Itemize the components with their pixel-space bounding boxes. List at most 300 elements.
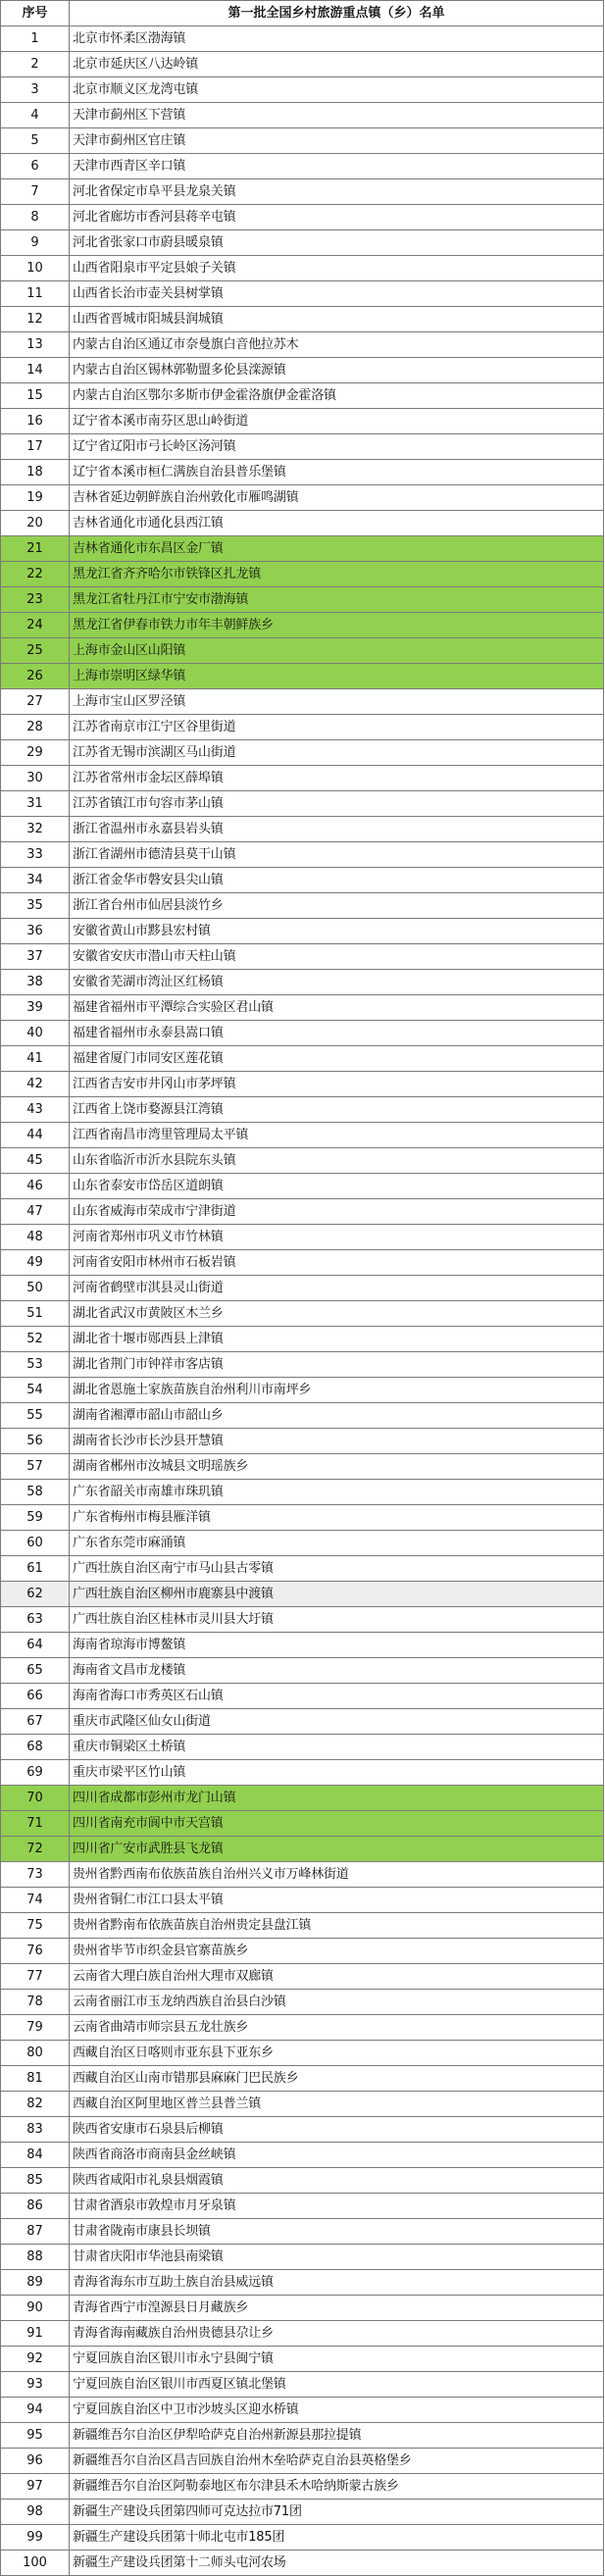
- town-name-cell: 重庆市铜梁区土桥镇: [70, 1735, 604, 1760]
- town-name-cell: 新疆维吾尔自治区昌吉回族自治州木垒哈萨克自治县英格堡乡: [70, 2449, 604, 2474]
- town-name-cell: 河南省郑州市巩义市竹林镇: [70, 1225, 604, 1250]
- row-index-cell: 41: [1, 1046, 70, 1072]
- table-row: [1, 587, 604, 613]
- town-name-cell: 新疆生产建设兵团第十二师头屯河农场: [70, 2551, 604, 2576]
- table-row: [1, 1964, 604, 1990]
- row-index-cell: 79: [1, 2015, 70, 2041]
- table-row: [1, 970, 604, 995]
- town-name-cell: 山东省临沂市沂水县院东头镇: [70, 1148, 604, 1174]
- row-index-cell: 30: [1, 766, 70, 791]
- town-name-cell: 北京市怀柔区渤海镇: [70, 26, 604, 52]
- row-index-cell: 56: [1, 1429, 70, 1454]
- table-row: [1, 307, 604, 332]
- table-row: [1, 2296, 604, 2321]
- town-name-cell: 四川省南充市阆中市天宫镇: [70, 1811, 604, 1837]
- town-name-cell: 福建省厦门市同安区莲花镇: [70, 1046, 604, 1072]
- row-index-cell: 8: [1, 205, 70, 230]
- town-name-cell: 西藏自治区日喀则市亚东县下亚东乡: [70, 2041, 604, 2066]
- table-row: [1, 1021, 604, 1046]
- table-row: [1, 2245, 604, 2270]
- row-index-cell: 100: [1, 2551, 70, 2576]
- town-name-cell: 湖南省湘潭市韶山市韶山乡: [70, 1403, 604, 1429]
- table-row: [1, 52, 604, 77]
- table-row: [1, 332, 604, 358]
- table-row: [1, 1505, 604, 1531]
- table-row: [1, 1531, 604, 1556]
- row-index-cell: 32: [1, 817, 70, 842]
- table-row: [1, 1607, 604, 1633]
- table-row: [1, 1811, 604, 1837]
- town-name-cell: 新疆生产建设兵团第四师可克达拉市71团: [70, 2500, 604, 2525]
- town-name-cell: 黑龙江省齐齐哈尔市铁锋区扎龙镇: [70, 562, 604, 587]
- town-name-cell: 新疆维吾尔自治区伊犁哈萨克自治州新源县那拉提镇: [70, 2423, 604, 2449]
- table-row: [1, 485, 604, 511]
- town-name-cell: 云南省大理白族自治州大理市双廊镇: [70, 1964, 604, 1990]
- table-row: [1, 2066, 604, 2092]
- table-row: [1, 1582, 604, 1607]
- town-name-cell: 浙江省湖州市德清县莫干山镇: [70, 842, 604, 868]
- row-index-cell: 19: [1, 485, 70, 511]
- town-name-cell: 上海市金山区山阳镇: [70, 638, 604, 664]
- table-row: [1, 77, 604, 103]
- row-index-cell: 26: [1, 664, 70, 689]
- town-name-cell: 新疆生产建设兵团第十师北屯市185团: [70, 2525, 604, 2551]
- town-name-cell: 广东省东莞市麻涌镇: [70, 1531, 604, 1556]
- row-index-cell: 22: [1, 562, 70, 587]
- row-index-cell: 7: [1, 179, 70, 205]
- town-name-cell: 重庆市梁平区竹山镇: [70, 1760, 604, 1786]
- row-index-cell: 57: [1, 1454, 70, 1480]
- town-name-cell: 云南省曲靖市师宗县五龙壮族乡: [70, 2015, 604, 2041]
- row-index-cell: 4: [1, 103, 70, 128]
- row-index-cell: 6: [1, 154, 70, 179]
- row-index-cell: 90: [1, 2296, 70, 2321]
- table-row: [1, 2117, 604, 2143]
- town-name-cell: 辽宁省本溪市南芬区思山岭街道: [70, 409, 604, 434]
- town-name-cell: 贵州省黔南布依族苗族自治州贵定县盘江镇: [70, 1913, 604, 1939]
- table-row: [1, 358, 604, 383]
- table-row: [1, 791, 604, 817]
- table-row: [1, 1556, 604, 1582]
- table-row: [1, 383, 604, 409]
- town-name-cell: 河南省安阳市林州市石板岩镇: [70, 1250, 604, 1276]
- table-row: [1, 2270, 604, 2296]
- town-name-cell: 西藏自治区山南市错那县麻麻门巴民族乡: [70, 2066, 604, 2092]
- table-row: [1, 1327, 604, 1352]
- row-index-cell: 88: [1, 2245, 70, 2270]
- table-row: [1, 2551, 604, 2576]
- row-index-cell: 80: [1, 2041, 70, 2066]
- table-row: [1, 919, 604, 944]
- table-row: [1, 638, 604, 664]
- town-name-cell: 海南省海口市秀英区石山镇: [70, 1684, 604, 1709]
- row-index-cell: 9: [1, 230, 70, 256]
- town-name-cell: 湖北省十堰市郧西县上津镇: [70, 1327, 604, 1352]
- table-row: [1, 1403, 604, 1429]
- row-index-cell: 93: [1, 2372, 70, 2398]
- town-name-cell: 浙江省金华市磐安县尖山镇: [70, 868, 604, 893]
- row-index-cell: 55: [1, 1403, 70, 1429]
- row-index-cell: 36: [1, 919, 70, 944]
- town-name-cell: 山西省长治市壶关县树掌镇: [70, 281, 604, 307]
- row-index-cell: 42: [1, 1072, 70, 1097]
- town-name-cell: 安徽省安庆市潜山市天柱山镇: [70, 944, 604, 970]
- table-row: [1, 256, 604, 281]
- table-row: [1, 1301, 604, 1327]
- table-row: [1, 1862, 604, 1888]
- table-row: [1, 1378, 604, 1403]
- row-index-cell: 76: [1, 1939, 70, 1964]
- town-name-cell: 上海市宝山区罗泾镇: [70, 689, 604, 715]
- town-name-cell: 福建省福州市永泰县嵩口镇: [70, 1021, 604, 1046]
- row-index-cell: 95: [1, 2423, 70, 2449]
- row-index-cell: 34: [1, 868, 70, 893]
- row-index-cell: 28: [1, 715, 70, 740]
- table-row: [1, 2092, 604, 2117]
- row-index-cell: 69: [1, 1760, 70, 1786]
- row-index-cell: 96: [1, 2449, 70, 2474]
- row-index-cell: 39: [1, 995, 70, 1021]
- row-index-cell: 77: [1, 1964, 70, 1990]
- town-name-cell: 安徽省芜湖市湾沚区红杨镇: [70, 970, 604, 995]
- row-index-cell: 81: [1, 2066, 70, 2092]
- row-index-cell: 27: [1, 689, 70, 715]
- table-row: [1, 868, 604, 893]
- table-row: [1, 2372, 604, 2398]
- table-row: [1, 1760, 604, 1786]
- row-index-cell: 20: [1, 511, 70, 536]
- town-name-cell: 天津市西青区辛口镇: [70, 154, 604, 179]
- row-index-cell: 82: [1, 2092, 70, 2117]
- table-row: [1, 536, 604, 562]
- row-index-cell: 75: [1, 1913, 70, 1939]
- town-name-cell: 四川省成都市彭州市龙门山镇: [70, 1786, 604, 1811]
- town-name-cell: 天津市蓟州区官庄镇: [70, 128, 604, 154]
- row-index-cell: 18: [1, 460, 70, 485]
- row-index-cell: 1: [1, 26, 70, 52]
- town-name-cell: 河南省鹤壁市淇县灵山街道: [70, 1276, 604, 1301]
- table-row: [1, 766, 604, 791]
- row-index-cell: 64: [1, 1633, 70, 1658]
- row-index-cell: 66: [1, 1684, 70, 1709]
- row-index-cell: 61: [1, 1556, 70, 1582]
- table-row: [1, 1276, 604, 1301]
- table-row: [1, 511, 604, 536]
- table-row: [1, 1429, 604, 1454]
- row-index-cell: 65: [1, 1658, 70, 1684]
- town-name-cell: 江苏省常州市金坛区薛埠镇: [70, 766, 604, 791]
- table-row: [1, 1684, 604, 1709]
- row-index-cell: 97: [1, 2474, 70, 2500]
- row-index-cell: 21: [1, 536, 70, 562]
- town-name-cell: 湖北省荆门市钟祥市客店镇: [70, 1352, 604, 1378]
- table-row: [1, 740, 604, 766]
- row-index-cell: 74: [1, 1888, 70, 1913]
- table-row: [1, 1046, 604, 1072]
- table-row: [1, 2398, 604, 2423]
- table-row: [1, 1939, 604, 1964]
- row-index-cell: 43: [1, 1097, 70, 1123]
- table-row: [1, 2168, 604, 2194]
- row-index-cell: 17: [1, 434, 70, 460]
- town-name-cell: 陕西省咸阳市礼泉县烟霞镇: [70, 2168, 604, 2194]
- row-index-cell: 25: [1, 638, 70, 664]
- town-name-cell: 宁夏回族自治区银川市西夏区镇北堡镇: [70, 2372, 604, 2398]
- town-name-cell: 浙江省台州市仙居县淡竹乡: [70, 893, 604, 919]
- town-name-cell: 宁夏回族自治区中卫市沙坡头区迎水桥镇: [70, 2398, 604, 2423]
- table-row: [1, 434, 604, 460]
- row-index-cell: 29: [1, 740, 70, 766]
- town-name-cell: 贵州省铜仁市江口县太平镇: [70, 1888, 604, 1913]
- row-index-cell: 51: [1, 1301, 70, 1327]
- row-index-cell: 63: [1, 1607, 70, 1633]
- town-name-cell: 湖南省郴州市汝城县文明瑶族乡: [70, 1454, 604, 1480]
- table-body: [1, 26, 604, 2576]
- table-row: [1, 1072, 604, 1097]
- town-name-cell: 天津市蓟州区下营镇: [70, 103, 604, 128]
- table-row: [1, 230, 604, 256]
- row-index-cell: 52: [1, 1327, 70, 1352]
- row-index-cell: 24: [1, 613, 70, 638]
- table-row: [1, 1786, 604, 1811]
- town-name-cell: 吉林省通化市通化县西江镇: [70, 511, 604, 536]
- table-row: [1, 689, 604, 715]
- town-name-cell: 河北省保定市阜平县龙泉关镇: [70, 179, 604, 205]
- table-row: [1, 281, 604, 307]
- town-name-cell: 云南省丽江市玉龙纳西族自治县白沙镇: [70, 1990, 604, 2015]
- row-index-cell: 50: [1, 1276, 70, 1301]
- town-name-cell: 贵州省毕节市织金县官寨苗族乡: [70, 1939, 604, 1964]
- row-index-cell: 60: [1, 1531, 70, 1556]
- table-row: [1, 2194, 604, 2219]
- town-name-cell: 湖南省长沙市长沙县开慧镇: [70, 1429, 604, 1454]
- table-row: [1, 715, 604, 740]
- table-row: [1, 1352, 604, 1378]
- table-row: [1, 842, 604, 868]
- table-row: [1, 2347, 604, 2372]
- row-index-cell: 98: [1, 2500, 70, 2525]
- row-index-cell: 54: [1, 1378, 70, 1403]
- table-row: [1, 26, 604, 52]
- table-row: [1, 103, 604, 128]
- row-index-cell: 15: [1, 383, 70, 409]
- row-index-cell: 40: [1, 1021, 70, 1046]
- town-name-cell: 吉林省通化市东昌区金厂镇: [70, 536, 604, 562]
- row-index-cell: 87: [1, 2219, 70, 2245]
- town-name-cell: 重庆市武隆区仙女山街道: [70, 1709, 604, 1735]
- town-name-cell: 江西省吉安市井冈山市茅坪镇: [70, 1072, 604, 1097]
- table-row: [1, 2321, 604, 2347]
- town-name-cell: 辽宁省辽阳市弓长岭区汤河镇: [70, 434, 604, 460]
- row-index-cell: 86: [1, 2194, 70, 2219]
- table-row: [1, 1837, 604, 1862]
- town-name-cell: 青海省海东市互助土族自治县威远镇: [70, 2270, 604, 2296]
- town-name-cell: 广东省韶关市南雄市珠玑镇: [70, 1480, 604, 1505]
- row-index-cell: 59: [1, 1505, 70, 1531]
- table-row: [1, 1123, 604, 1148]
- header-row: [1, 1, 604, 26]
- row-index-cell: 10: [1, 256, 70, 281]
- table-row: [1, 1174, 604, 1199]
- row-index-cell: 72: [1, 1837, 70, 1862]
- table-row: [1, 817, 604, 842]
- town-name-cell: 广西壮族自治区南宁市马山县古零镇: [70, 1556, 604, 1582]
- table-row: [1, 1633, 604, 1658]
- town-name-cell: 甘肃省庆阳市华池县南梁镇: [70, 2245, 604, 2270]
- town-name-cell: 江苏省镇江市句容市茅山镇: [70, 791, 604, 817]
- row-index-cell: 44: [1, 1123, 70, 1148]
- row-index-cell: 89: [1, 2270, 70, 2296]
- table-row: [1, 128, 604, 154]
- table-row: [1, 2143, 604, 2168]
- row-index-cell: 53: [1, 1352, 70, 1378]
- town-name-cell: 新疆维吾尔自治区阿勒泰地区布尔津县禾木哈纳斯蒙古族乡: [70, 2474, 604, 2500]
- town-name-cell: 宁夏回族自治区银川市永宁县闽宁镇: [70, 2347, 604, 2372]
- row-index-cell: 85: [1, 2168, 70, 2194]
- row-index-cell: 94: [1, 2398, 70, 2423]
- town-name-cell: 安徽省黄山市黟县宏村镇: [70, 919, 604, 944]
- row-index-cell: 73: [1, 1862, 70, 1888]
- row-index-cell: 78: [1, 1990, 70, 2015]
- row-index-cell: 37: [1, 944, 70, 970]
- row-index-cell: 38: [1, 970, 70, 995]
- table-row: [1, 1199, 604, 1225]
- row-index-cell: 84: [1, 2143, 70, 2168]
- town-name-cell: 湖北省武汉市黄陂区木兰乡: [70, 1301, 604, 1327]
- town-name-cell: 江苏省南京市江宁区谷里街道: [70, 715, 604, 740]
- row-index-cell: 11: [1, 281, 70, 307]
- row-index-cell: 14: [1, 358, 70, 383]
- row-index-cell: 33: [1, 842, 70, 868]
- town-name-cell: 甘肃省陇南市康县长坝镇: [70, 2219, 604, 2245]
- town-name-cell: 江西省上饶市婺源县江湾镇: [70, 1097, 604, 1123]
- row-index-cell: 2: [1, 52, 70, 77]
- table-row: [1, 154, 604, 179]
- table-row: [1, 1250, 604, 1276]
- town-name-cell: 江苏省无锡市滨湖区马山街道: [70, 740, 604, 766]
- table-row: [1, 1658, 604, 1684]
- town-name-cell: 江西省南昌市湾里管理局太平镇: [70, 1123, 604, 1148]
- town-name-cell: 贵州省黔西南布依族苗族自治州兴义市万峰林街道: [70, 1862, 604, 1888]
- table-row: [1, 1148, 604, 1174]
- row-index-cell: 68: [1, 1735, 70, 1760]
- row-index-cell: 99: [1, 2525, 70, 2551]
- table-row: [1, 2015, 604, 2041]
- town-name-cell: 山东省威海市荣成市宁津街道: [70, 1199, 604, 1225]
- town-name-cell: 河北省张家口市蔚县暖泉镇: [70, 230, 604, 256]
- table-row: [1, 2449, 604, 2474]
- row-index-cell: 92: [1, 2347, 70, 2372]
- town-name-cell: 浙江省温州市永嘉县岩头镇: [70, 817, 604, 842]
- row-index-cell: 23: [1, 587, 70, 613]
- town-name-cell: 海南省琼海市博鳌镇: [70, 1633, 604, 1658]
- row-index-cell: 70: [1, 1786, 70, 1811]
- table-row: [1, 2474, 604, 2500]
- table-row: [1, 2525, 604, 2551]
- index-column-header: 序号: [1, 1, 70, 26]
- town-name-cell: 北京市延庆区八达岭镇: [70, 52, 604, 77]
- town-name-cell: 黑龙江省牡丹江市宁安市渤海镇: [70, 587, 604, 613]
- table-row: [1, 1480, 604, 1505]
- row-index-cell: 71: [1, 1811, 70, 1837]
- town-name-cell: 湖北省恩施土家族苗族自治州利川市南坪乡: [70, 1378, 604, 1403]
- table-row: [1, 613, 604, 638]
- row-index-cell: 47: [1, 1199, 70, 1225]
- table-row: [1, 944, 604, 970]
- row-index-cell: 16: [1, 409, 70, 434]
- table-row: [1, 1709, 604, 1735]
- table-row: [1, 1097, 604, 1123]
- name-column-header: 第一批全国乡村旅游重点镇（乡）名单: [70, 1, 604, 26]
- table-row: [1, 2423, 604, 2449]
- row-index-cell: 3: [1, 77, 70, 103]
- table-row: [1, 1990, 604, 2015]
- town-name-cell: 山东省泰安市岱岳区道朗镇: [70, 1174, 604, 1199]
- table-row: [1, 1454, 604, 1480]
- town-name-cell: 陕西省安康市石泉县后柳镇: [70, 2117, 604, 2143]
- town-name-cell: 广西壮族自治区桂林市灵川县大圩镇: [70, 1607, 604, 1633]
- table-row: [1, 1735, 604, 1760]
- row-index-cell: 91: [1, 2321, 70, 2347]
- row-index-cell: 67: [1, 1709, 70, 1735]
- row-index-cell: 12: [1, 307, 70, 332]
- town-name-cell: 青海省海南藏族自治州贵德县尕让乡: [70, 2321, 604, 2347]
- table-row: [1, 2041, 604, 2066]
- row-index-cell: 5: [1, 128, 70, 154]
- table-row: [1, 409, 604, 434]
- town-name-cell: 河北省廊坊市香河县蒋辛屯镇: [70, 205, 604, 230]
- town-name-cell: 山西省晋城市阳城县润城镇: [70, 307, 604, 332]
- town-name-cell: 甘肃省酒泉市敦煌市月牙泉镇: [70, 2194, 604, 2219]
- town-name-cell: 广西壮族自治区柳州市鹿寨县中渡镇: [70, 1582, 604, 1607]
- town-name-cell: 青海省西宁市湟源县日月藏族乡: [70, 2296, 604, 2321]
- row-index-cell: 62: [1, 1582, 70, 1607]
- table-row: [1, 664, 604, 689]
- table-row: [1, 2219, 604, 2245]
- table-row: [1, 205, 604, 230]
- row-index-cell: 35: [1, 893, 70, 919]
- row-index-cell: 49: [1, 1250, 70, 1276]
- town-name-cell: 西藏自治区阿里地区普兰县普兰镇: [70, 2092, 604, 2117]
- row-index-cell: 13: [1, 332, 70, 358]
- table-row: [1, 2500, 604, 2525]
- town-name-cell: 黑龙江省伊春市铁力市年丰朝鲜族乡: [70, 613, 604, 638]
- town-name-cell: 山西省阳泉市平定县娘子关镇: [70, 256, 604, 281]
- town-name-cell: 上海市崇明区绿华镇: [70, 664, 604, 689]
- town-name-cell: 内蒙古自治区鄂尔多斯市伊金霍洛旗伊金霍洛镇: [70, 383, 604, 409]
- row-index-cell: 83: [1, 2117, 70, 2143]
- row-index-cell: 46: [1, 1174, 70, 1199]
- town-name-cell: 吉林省延边朝鲜族自治州敦化市雁鸣湖镇: [70, 485, 604, 511]
- town-name-cell: 海南省文昌市龙楼镇: [70, 1658, 604, 1684]
- town-name-cell: 北京市顺义区龙湾屯镇: [70, 77, 604, 103]
- row-index-cell: 31: [1, 791, 70, 817]
- town-name-cell: 内蒙古自治区通辽市奈曼旗白音他拉苏木: [70, 332, 604, 358]
- table-row: [1, 893, 604, 919]
- row-index-cell: 45: [1, 1148, 70, 1174]
- town-name-cell: 福建省福州市平潭综合实验区君山镇: [70, 995, 604, 1021]
- table-row: [1, 1913, 604, 1939]
- town-name-cell: 陕西省商洛市商南县金丝峡镇: [70, 2143, 604, 2168]
- town-name-cell: 辽宁省本溪市桓仁满族自治县普乐堡镇: [70, 460, 604, 485]
- table-row: [1, 460, 604, 485]
- table-row: [1, 562, 604, 587]
- town-name-cell: 广东省梅州市梅县雁洋镇: [70, 1505, 604, 1531]
- row-index-cell: 58: [1, 1480, 70, 1505]
- table-row: [1, 1888, 604, 1913]
- town-name-cell: 四川省广安市武胜县飞龙镇: [70, 1837, 604, 1862]
- table-row: [1, 995, 604, 1021]
